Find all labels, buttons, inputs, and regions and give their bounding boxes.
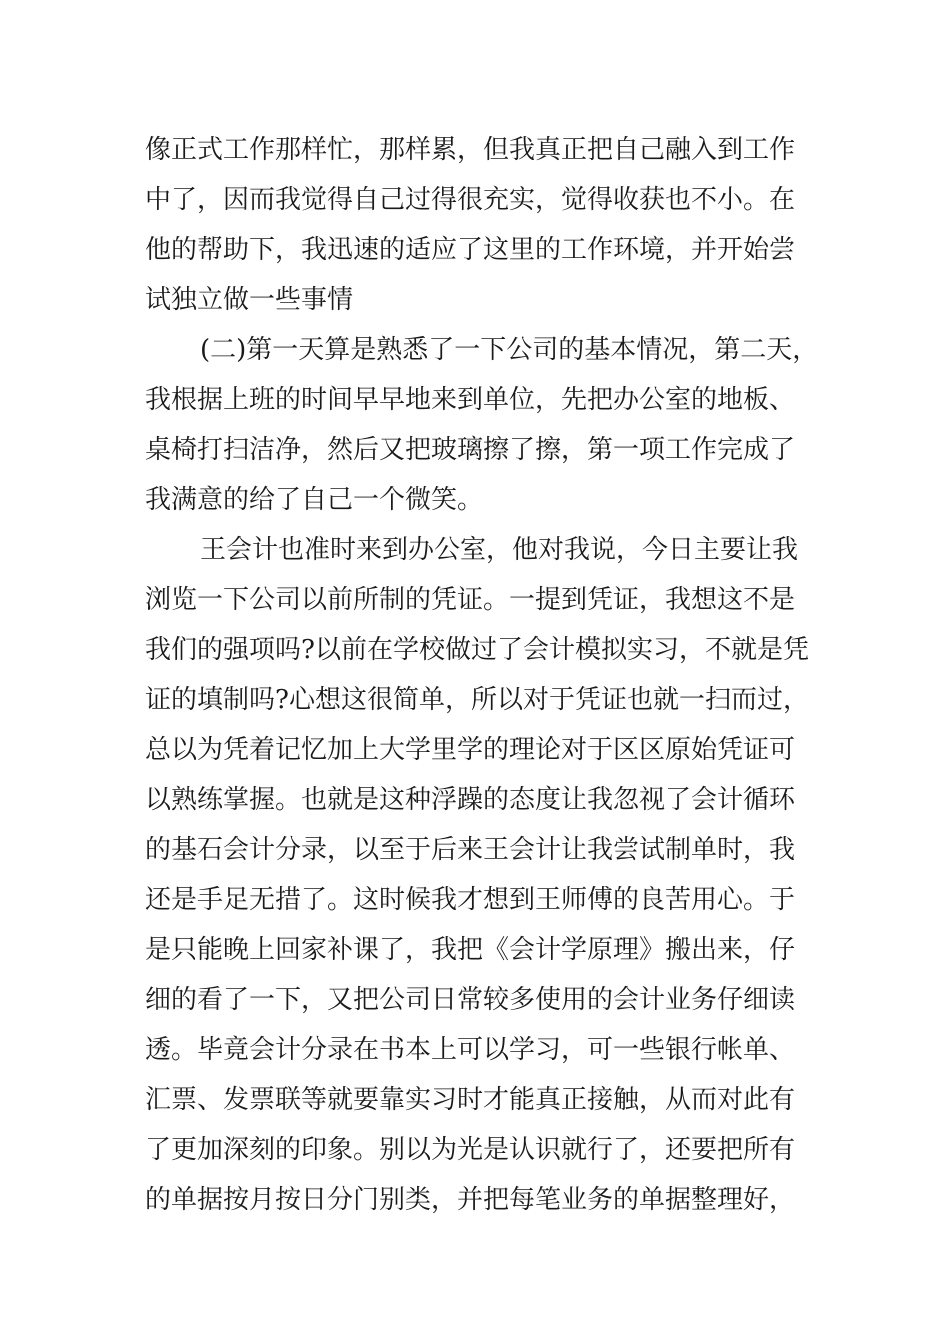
text-line: 试独立做一些事情 — [145, 285, 354, 315]
text-line: 还是手足无措了。这时候我才想到王师傅的良苦用心。于 — [145, 885, 796, 915]
text-line: 汇票、发票联等就要靠实习时才能真正接触，从而对此有 — [145, 1085, 796, 1115]
text-line: 浏览一下公司以前所制的凭证。一提到凭证，我想这不是 — [145, 585, 796, 615]
paragraph-start-line: (二)第一天算是熟悉了一下公司的基本情况，第二天， — [200, 335, 819, 365]
text-line: 我满意的给了自己一个微笑。 — [145, 485, 484, 515]
text-line: 总以为凭着记忆加上大学里学的理论对于区区原始凭证可 — [145, 735, 796, 765]
text-line: 像正式工作那样忙，那样累，但我真正把自己融入到工作 — [145, 135, 796, 165]
text-line: 的基石会计分录，以至于后来王会计让我尝试制单时，我 — [145, 835, 796, 865]
text-line: 了更加深刻的印象。别以为光是认识就行了，还要把所有 — [145, 1135, 796, 1165]
text-line: 中了，因而我觉得自己过得很充实，觉得收获也不小。在 — [145, 185, 796, 215]
text-line: 我们的强项吗?以前在学校做过了会计模拟实习，不就是凭 — [145, 635, 809, 665]
text-line: 细的看了一下，又把公司日常较多使用的会计业务仔细读 — [145, 985, 796, 1015]
text-line: 以熟练掌握。也就是这种浮躁的态度让我忽视了会计循环 — [145, 785, 796, 815]
text-line: 的单据按月按日分门别类，并把每笔业务的单据整理好， — [145, 1185, 796, 1215]
text-line: 证的填制吗?心想这很简单，所以对于凭证也就一扫而过， — [145, 685, 809, 715]
text-line: 他的帮助下，我迅速的适应了这里的工作环境，并开始尝 — [145, 235, 796, 265]
text-line: 我根据上班的时间早早地来到单位，先把办公室的地板、 — [145, 385, 796, 415]
text-line: 透。毕竟会计分录在书本上可以学习，可一些银行帐单、 — [145, 1035, 796, 1065]
paragraph-start-line: 王会计也准时来到办公室，他对我说，今日主要让我 — [200, 535, 799, 565]
text-line: 是只能晚上回家补课了，我把《会计学原理》搬出来，仔 — [145, 935, 796, 965]
text-line: 桌椅打扫洁净，然后又把玻璃擦了擦，第一项工作完成了 — [145, 435, 796, 465]
